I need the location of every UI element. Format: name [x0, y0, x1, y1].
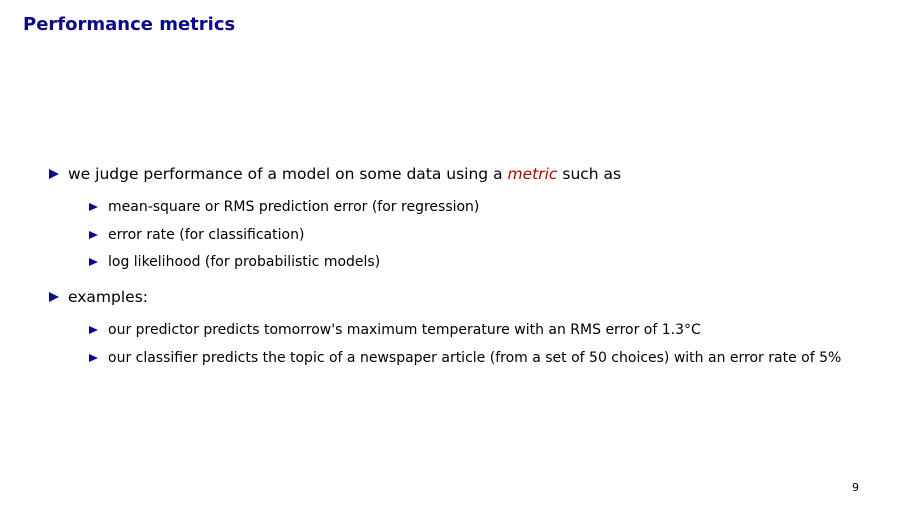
sub-bullet-text: log likelihood (for probabilistic models) — [108, 254, 381, 270]
sub-bullet-text: mean-square or RMS prediction error (for regression) — [108, 199, 480, 215]
sub-bullet-text: our predictor predicts tomorrow's maximum temperature with an RMS error of 1.3°C — [108, 322, 701, 338]
bullet-triangle-icon — [49, 292, 59, 302]
page-number: 9 — [852, 481, 859, 494]
sub-bullet-text: error rate (for classification) — [108, 227, 305, 243]
sub-bullet-log-likelihood — [89, 254, 380, 270]
emphasized-term: metric — [507, 165, 558, 183]
bullet-text: examples: — [68, 288, 149, 306]
bullet-metric — [49, 165, 621, 183]
sub-bullet-error-rate — [89, 227, 304, 243]
sub-bullet-text: our classifier predicts the topic of a newspaper article (from a set of 50 choices) with an error rate of 5% — [108, 350, 842, 366]
bullet-triangle-icon — [89, 326, 98, 334]
bullet-text-after: such as — [562, 165, 622, 183]
bullet-text — [68, 165, 621, 183]
bullet-triangle-icon — [89, 258, 98, 266]
bullet-triangle-icon — [89, 203, 98, 211]
bullet-triangle-icon — [49, 169, 59, 179]
sub-bullet-predictor-example — [89, 322, 701, 338]
sub-bullet-classifier-example — [89, 350, 841, 366]
sub-bullet-rms — [89, 199, 479, 215]
slide-title: Performance metrics — [23, 14, 236, 35]
bullet-text-before: we judge performance of a model on some data using a — [68, 165, 503, 183]
bullet-examples — [49, 288, 148, 306]
bullet-triangle-icon — [89, 231, 98, 239]
bullet-triangle-icon — [89, 354, 98, 362]
